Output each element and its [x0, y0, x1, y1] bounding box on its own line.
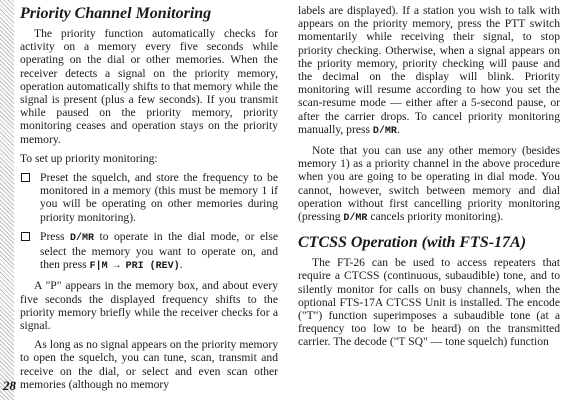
note-text-b: cancels priority monitoring).	[367, 210, 504, 224]
note-text-a: Note that you can use any other memory (besides memory 1) as a priority channel in the above procedure when you are going to be operating in dial mode. You cannot, however, switch between memory and dial operation without first cancelling priority monitoring (pressing	[298, 144, 560, 224]
checkbox-icon	[21, 232, 30, 241]
right-column	[298, 4, 560, 355]
step-2-text	[40, 230, 278, 274]
checkbox-icon	[21, 173, 30, 182]
binding-edge-strip	[0, 0, 14, 400]
section-heading-priority: Priority Channel Monitoring	[20, 5, 212, 22]
step-2-text-c: .	[179, 258, 183, 272]
ptt-text-b: .	[396, 122, 400, 136]
step-1-text: Preset the squelch, and store the frequency to be monitored in a memory (this must be memory 1 if you will be operating on other memories during priority monitoring).	[40, 171, 278, 224]
paragraph-note	[298, 144, 560, 225]
step-2-text-a: Press	[40, 229, 70, 243]
step-2-text-b: to operate in the dial mode, or else select the memory you want to operate on, and then press	[40, 229, 278, 272]
ptt-text-a: labels are displayed). If a station you wish to talk with appears on the priority memory, press the PTT switch momentarily while receiving their signal, to stop priority checking. Otherwise, when a signal appears on the priority memory, priority checking will pause and the decimal on the display will blink. Priority monitoring will resume according to how you set the scan-resume mode — either after a 5-second pause, or after the carrier drops. To cancel priority monitoring manually, press	[298, 4, 560, 136]
page-number: 28	[3, 378, 16, 393]
setup-intro: To set up priority monitoring:	[20, 151, 158, 165]
paragraph-priority-intro: The priority function automatically checks for activity on a memory every five seconds while operating on the dial or other memories. When the receiver detects a signal on the priority memory, operation automatically shifts to that memory while the signal is present (plus a few seconds). If you transmit while paused on the priority memory, priority monitoring ceases and operation stays on the priority memory.	[20, 27, 278, 146]
step-1	[20, 171, 278, 224]
key-dmr: D/MR	[343, 213, 368, 225]
key-pri-rev: F|M → PRI (REV)	[89, 261, 180, 273]
paragraph-ctcss: The FT-26 can be used to access repeaters that require a CTCSS (continuous, subaudible) tone, and to silently monitor for calls on busy channels, when the optional FTS-17A CTCSS Unit is installed. The encode ("T") function superimposes a subaudible tone (at a frequency too low to be heard) on the transmitted carrier. The decode ("T SQ" — tone squelch) function	[298, 256, 560, 349]
paragraph-p-indicator: A "P" appears in the memory box, and about every five seconds the displayed frequency shifts to the priority memory briefly while the receiver checks for a signal.	[20, 279, 278, 333]
step-2	[20, 230, 278, 274]
key-dmr: D/MR	[372, 125, 397, 137]
key-dmr: D/MR	[69, 232, 94, 244]
left-column	[20, 4, 278, 397]
paragraph-no-signal: As long as no signal appears on the priority memory to open the squelch, you can tune, scan, transmit and receive on the dial, or select and even scan other memories (although no memory	[20, 338, 278, 391]
paragraph-ptt	[298, 4, 560, 138]
section-heading-ctcss: CTCSS Operation (with FTS-17A)	[298, 234, 527, 252]
